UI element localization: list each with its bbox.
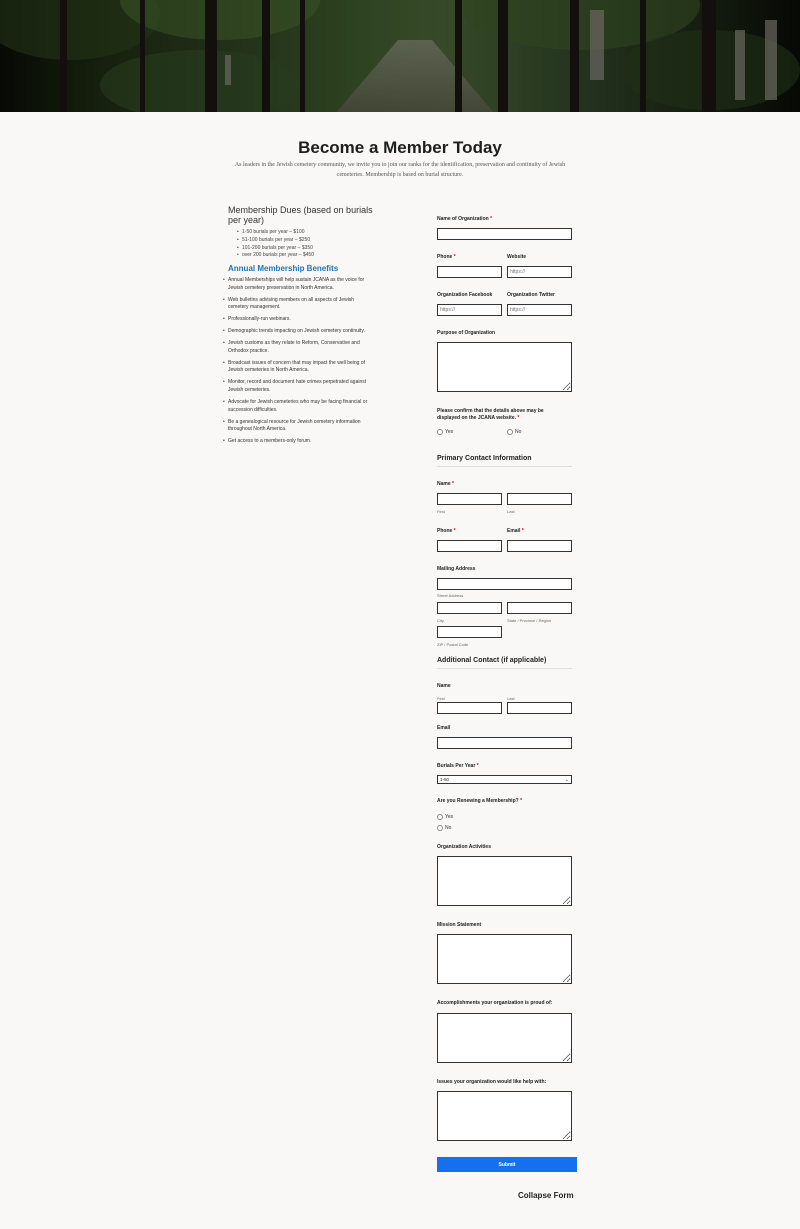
radio-circle-icon [507,429,513,435]
confirm-no-radio[interactable]: No [507,429,521,435]
org-name-label: Name of Organization * [437,216,493,222]
state-sublabel: State / Province / Region [507,618,552,623]
activities-label: Organization Activities [437,844,491,850]
city-input[interactable] [437,602,502,614]
divider [437,668,572,669]
mission-textarea[interactable] [437,934,572,984]
dues-list [228,229,373,260]
burials-select[interactable]: 1-50 ⌄ [437,775,572,784]
benefits-list [228,277,373,446]
page-title: Become a Member Today [298,138,502,157]
list-item: • 1-50 burials per year – $100 [242,229,373,237]
list-item: • Be a genealogical resource for Jewish cemetery information throughout North America. [228,419,373,434]
twitter-label: Organization Twitter [507,292,555,298]
twitter-input[interactable] [507,304,572,316]
zip-input[interactable] [437,626,502,638]
renewing-no-radio[interactable]: No [437,825,451,831]
last-sublabel: Last [507,509,515,514]
accomplishments-label: Accomplishments your organization is proud of: [437,1000,553,1006]
mission-label: Mission Statement [437,922,482,928]
website-label: Website [507,254,527,260]
list-item: • Professionally-run webinars. [228,316,373,324]
facebook-input[interactable] [437,304,502,316]
benefits-heading: Annual Membership Benefits [228,264,339,274]
mailing-address-label: Mailing Address [437,566,476,572]
radio-circle-icon [437,825,443,831]
list-item: • 101-200 burials per year – $350 [242,245,373,253]
renewing-label: Are you Renewing a Membership? * [437,798,523,804]
list-item: • Get access to a members-only forum. [228,438,373,446]
burials-label: Burials Per Year * [437,763,479,769]
org-phone-input[interactable] [437,266,502,278]
contact-email-label: Email * [507,528,524,534]
chevron-down-icon: ⌄ [564,777,569,783]
radio-circle-icon [437,429,443,435]
contact-email-input[interactable] [507,540,572,552]
list-item: • Web bulletins advising members on all aspects of Jewish cemetery management. [228,297,373,312]
confirm-yes-radio[interactable]: Yes [437,429,453,435]
street-address-input[interactable] [437,578,572,590]
dues-heading: Membership Dues (based on burials per year) [228,205,373,225]
primary-contact-heading: Primary Contact Information [437,455,532,462]
activities-textarea[interactable] [437,856,572,906]
divider [437,466,572,467]
list-item: • Demographic trends impacting on Jewish cemetery continuity. [228,328,373,336]
hero-banner-image [0,0,800,112]
issues-label: Issues your organization would like help with: [437,1079,547,1085]
submit-button[interactable]: Submit [437,1157,577,1172]
contact-phone-label: Phone * [437,528,456,534]
website-input[interactable] [507,266,572,278]
additional-contact-heading: Additional Contact (if applicable) [437,657,547,664]
radio-circle-icon [437,814,443,820]
list-item: • over 200 burials per year – $450 [242,252,373,260]
list-item: • 51-100 burials per year – $250 [242,237,373,245]
additional-first-input[interactable] [437,702,502,714]
last-name-input[interactable] [507,493,572,505]
name-label: Name * [437,481,454,487]
additional-email-label: Email [437,725,451,731]
accomplishments-textarea[interactable] [437,1013,572,1063]
list-item: • Broadcast issues of concern that may impact the well being of Jewish cemeteries in North America. [228,360,373,375]
state-input[interactable] [507,602,572,614]
renewing-yes-radio[interactable]: Yes [437,814,453,820]
issues-textarea[interactable] [437,1091,572,1141]
additional-name-label: Name [437,683,451,689]
confirm-label: Please confirm that the details above may be displayed on the JCANA website. * [437,408,544,421]
first-sublabel: First [437,696,445,701]
first-name-input[interactable] [437,493,502,505]
intro-text: As leaders in the Jewish cemetery community, we invite you to join our ranks for the identification, preservation and continuity of Jewish cemeteries. Membership is based on burial structure. [234,162,566,178]
additional-last-input[interactable] [507,702,572,714]
list-item: • Annual Memberships will help sustain JCANA as the voice for Jewish cemetery preservation in North America. [228,277,373,292]
street-sublabel: Street Address [437,593,464,598]
list-item: • Jewish customs as they relate to Reform, Conservative and Orthodox practice. [228,340,373,355]
purpose-label: Purpose of Organization [437,330,496,336]
contact-phone-input[interactable] [437,540,502,552]
phone-label: Phone * [437,254,456,260]
city-sublabel: City [437,618,444,623]
collapse-form-link[interactable]: Collapse Form [518,1191,574,1200]
facebook-label: Organization Facebook [437,292,493,298]
membership-info [228,205,373,450]
first-sublabel: First [437,509,445,514]
list-item: • Advocate for Jewish cemeteries who may be facing financial or succession difficulties. [228,399,373,414]
list-item: • Monitor, record and document hate crimes perpetrated against Jewish cemeteries. [228,379,373,394]
org-name-input[interactable] [437,228,572,240]
last-sublabel: Last [507,696,515,701]
additional-email-input[interactable] [437,737,572,749]
purpose-textarea[interactable] [437,342,572,392]
zip-sublabel: ZIP / Postal Code [437,642,469,647]
